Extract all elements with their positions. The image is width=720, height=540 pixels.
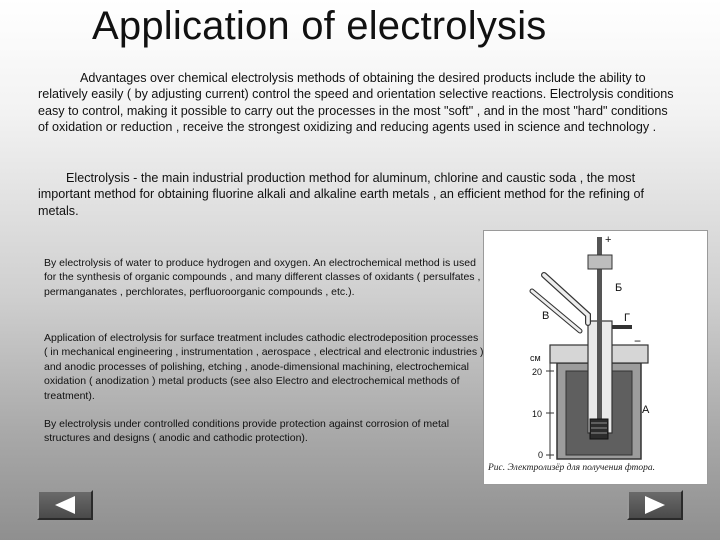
- label-minus: −: [634, 334, 642, 348]
- scale-tick-20: 20: [532, 367, 543, 377]
- paragraph-industrial: Electrolysis - the main industrial production method for aluminum, chlorine and caustic soda , the most important method for obtaining fluorine alkali and alkaline earth metals , an efficient method for the refining of metals.: [38, 171, 645, 218]
- label-plus: +: [605, 234, 612, 246]
- electrode-coil: [590, 419, 608, 439]
- scale-tick-10: 10: [532, 409, 543, 419]
- slide-title: Application of electrolysis: [92, 4, 547, 48]
- label-a: А: [642, 404, 650, 416]
- paragraph-corrosion-protection: By electrolysis under controlled conditions provide protection against corrosion of metal structures and designs ( anodic and cathodic protection).: [44, 418, 450, 445]
- triangle-left-icon: [39, 492, 91, 518]
- figure-caption: Рис. Электролизёр для получения фтора.: [488, 463, 655, 473]
- scale-tick-0: 0: [538, 450, 544, 460]
- electrolyzer-figure: [483, 230, 708, 485]
- next-slide-button[interactable]: [627, 490, 683, 520]
- label-g: Г: [624, 312, 630, 324]
- electrode-cap: [588, 255, 612, 269]
- paragraph-advantages: Advantages over chemical electrolysis methods of obtaining the desired products include the ability to relatively easily ( by adjusting current) control the speed and orientation selective reactions. Electrolysis conditions easy to control, making it possible to carry out the processes in the most "soft" , and in the most "hard" conditions of oxidation or reduction , receive the strongest oxidizing and reducing agents used in science and technology .: [38, 71, 674, 135]
- paragraph-water-electrolysis: By electrolysis of water to produce hydrogen and oxygen. An electrochemical method is used for the synthesis of organic compounds , and many different classes of oxidants ( persulfates , permanganates , perchlorates, perfluoroorganic compounds , etc.).: [44, 257, 481, 298]
- scale-unit: см: [530, 353, 541, 363]
- previous-slide-button[interactable]: [37, 490, 93, 520]
- label-v: В: [542, 310, 550, 322]
- triangle-right-icon: [629, 492, 681, 518]
- electrolyzer-diagram: [484, 231, 707, 484]
- label-b: Б: [615, 282, 623, 294]
- paragraph-surface-treatment: Application of electrolysis for surface treatment includes cathodic electrodeposition processes ( in mechanical engineering , instrumentation , aerospace , electrical and electronic industries ) and anodic processes of polishing, etching , anode-dimensional machining, electrochemical oxidation ( anodization ) metal products (see also Electro and electrochemical methods of treatment).: [44, 332, 484, 402]
